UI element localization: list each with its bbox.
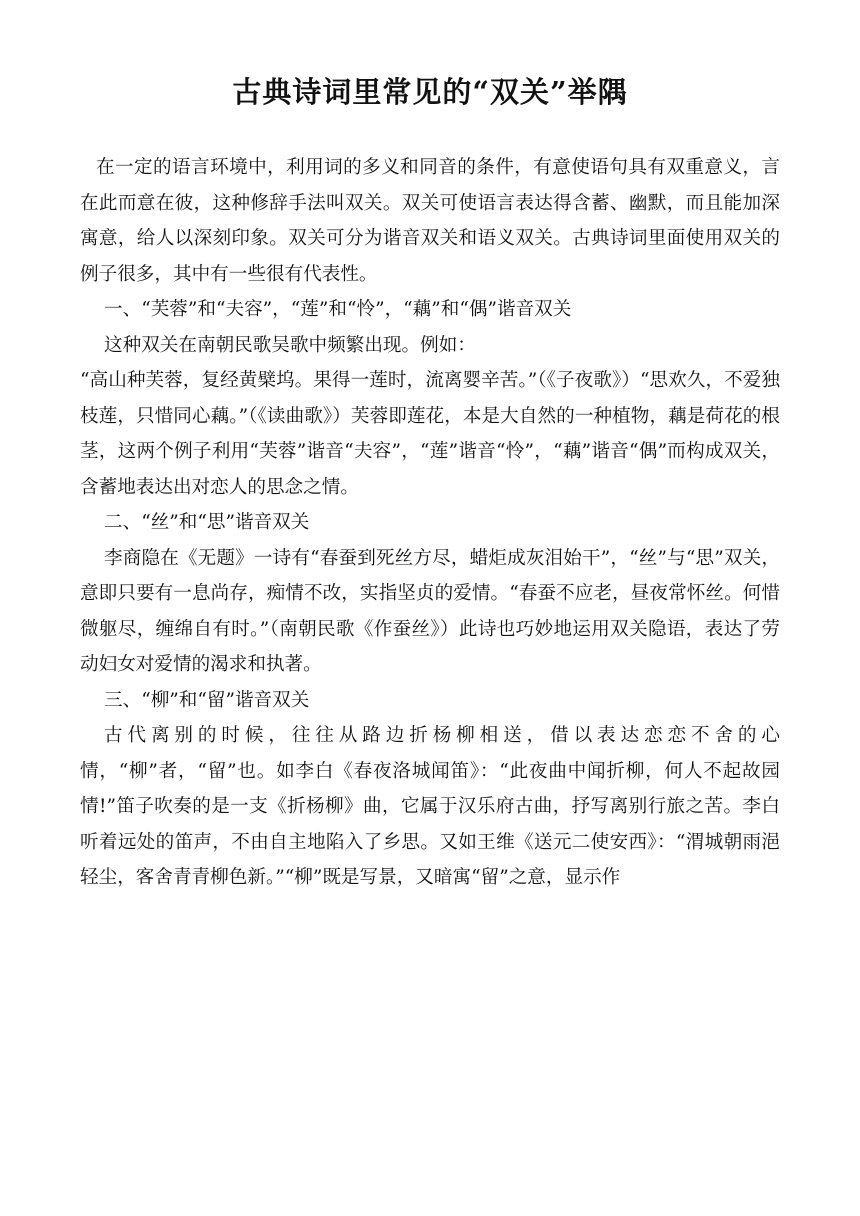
section-3-body: 古代离别的时候，往往从路边折杨柳相送，借以表达恋恋不舍的心情，“柳”者，“留”也。如李白《春夜洛城闻笛》：“此夜曲中闻折柳，何人不起故园情!”笛子吹奏的是一支《折杨柳》曲，它属于汉乐府古曲，抒写离别行旅之苦。李白听着远处的笛声，不由自主地陷入了乡思。又如王维《送元二使安西》：“渭城朝雨浥轻尘，客舍青青柳色新。”“柳”既是写景，又暗寓“留”之意，显示作: [80, 725, 780, 888]
document-page: [80, 62, 780, 896]
section-1-intro: 这种双关在南朝民歌吴歌中频繁出现。例如：: [104, 334, 476, 356]
section-heading-2: 二、“丝”和“思”谐音双关: [104, 512, 310, 533]
page-title: 古典诗词里常见的“双关”举隅: [232, 75, 628, 109]
section-2-body: 李商隐在《无题》一诗有“春蚕到死丝方尽，蜡炬成灰泪始干”，“丝”与“思”双关，意即只要有一息尚存，痴情不改，实指坚贞的爱情。“春蚕不应老，昼夜常怀丝。何惜微躯尽，缠绵自有时。”（南朝民歌《作蚕丝》）此诗也巧妙地运用双关隐语，表达了劳动妇女对爱情的渴求和执著。: [80, 547, 780, 675]
section-heading-3: 三、“柳”和“留”谐音双关: [104, 689, 310, 711]
section-heading-1: 一、“芙蓉”和“夫容”，“莲”和“怜”，“藕”和“偶”谐音双关: [104, 299, 572, 320]
section-1-body: “高山种芙蓉，复经黄檗坞。果得一莲时，流离婴辛苦。”（《子夜歌》）“思欢久，不爱独枝莲，只惜同心藕。”（《读曲歌》）芙蓉即莲花，本是大自然的一种植物，藕是荷花的根茎，这两个例子利用“芙蓉”谐音“夫容”，“莲”谐音“怜”，“藕”谐音“偶”而构成双关，含蓄地表达出对恋人的思念之情。: [80, 370, 780, 498]
intro-paragraph: 在一定的语言环境中，利用词的多义和同音的条件，有意使语句具有双重意义，言在此而意在彼，这种修辞手法叫双关。双关可使语言表达得含蓄、幽默，而且能加深寓意，给人以深刻印象。双关可分为谐音双关和语义双关。古典诗词里面使用双关的例子很多，其中有一些很有代表性。: [80, 157, 780, 285]
